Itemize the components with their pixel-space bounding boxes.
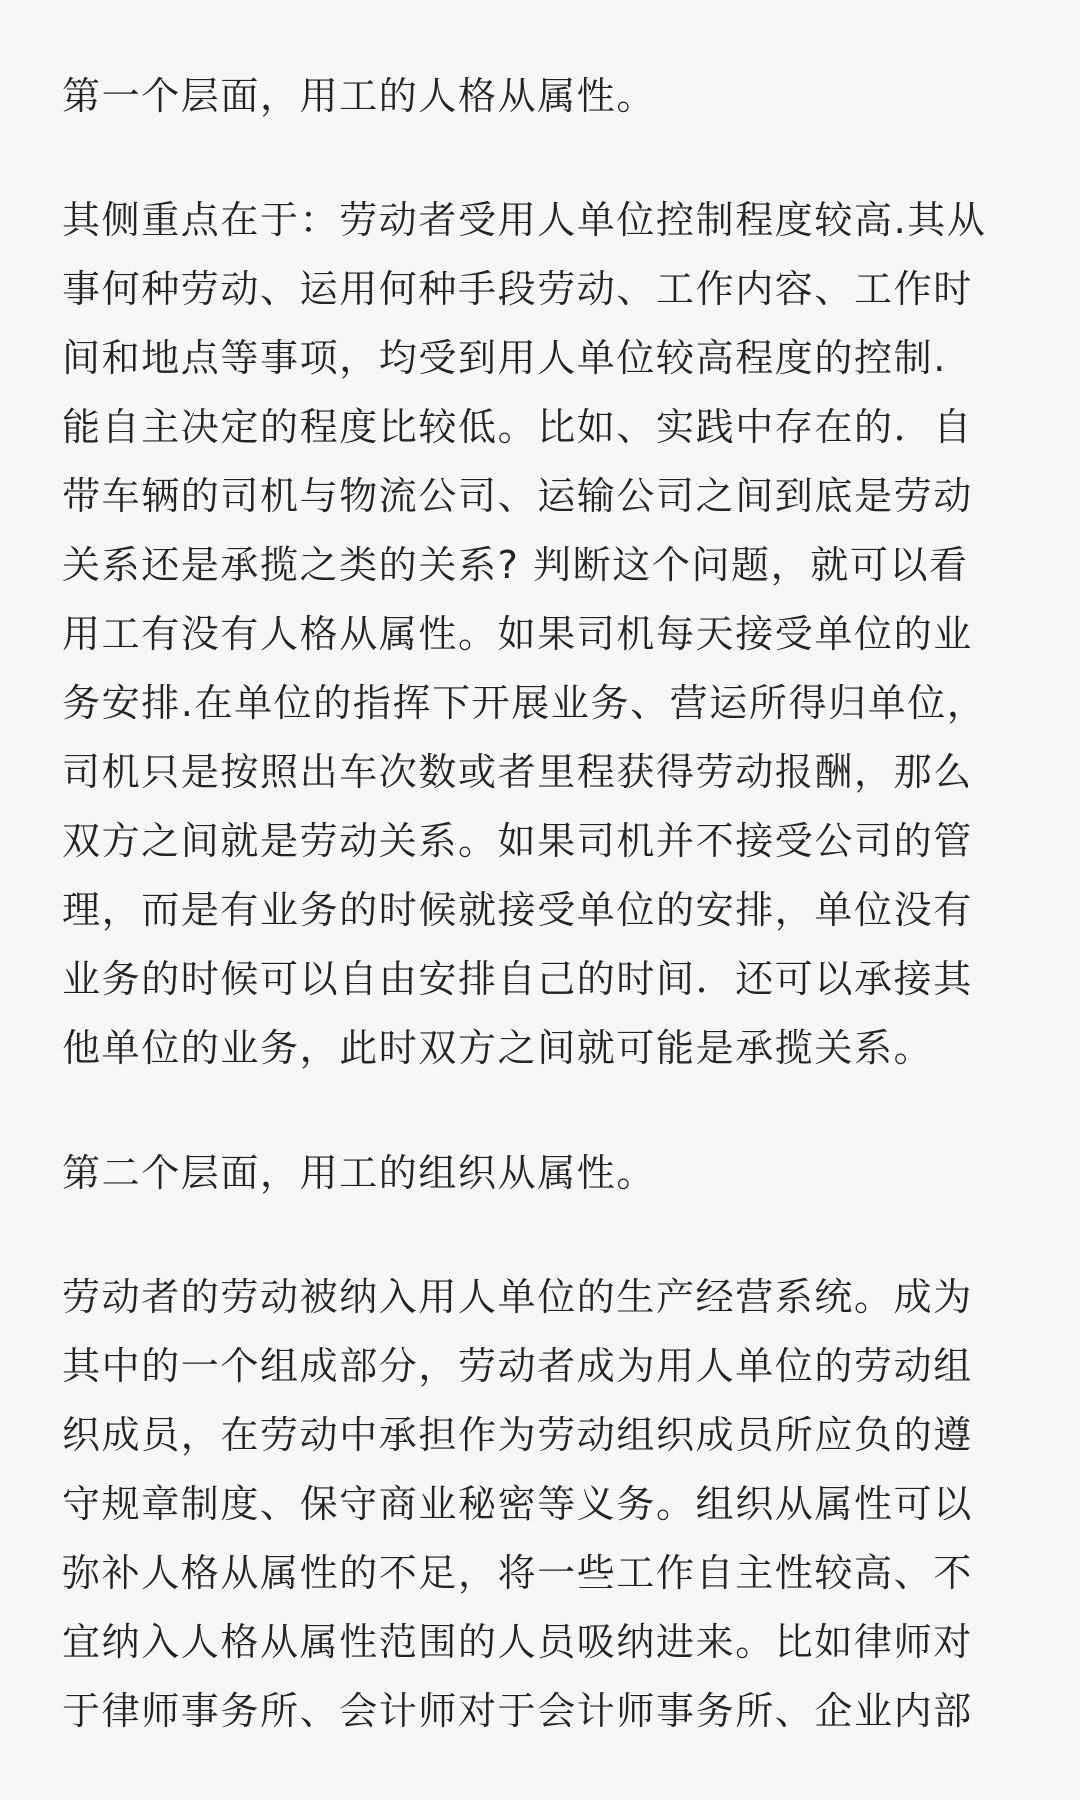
paragraph-spacer xyxy=(62,131,1020,186)
paragraph-spacer xyxy=(62,1083,1020,1139)
section-heading-personal-subordination: 第一个层面，用工的人格从属性。 xyxy=(62,74,657,118)
paragraph-personal-subordination: 其侧重点在于：劳动者受用人单位控制程度较高.其从 事何种劳动、运用何种手段劳动、工作内容、工作时 间和地点等事项，均受到用人单位较高程度的控制. 能自主决定的程度比较低。比如、实践中存在的．自 带车辆的司机与物流公司、运输公司之间到底是劳动 关系还是承揽之类的关系? 判断这个问题，就可以看 用工有没有人格从属性。如果司机每天接受单位的业 务安排.在单位的指挥下开展业务、营运所得归单位， 司机只是按照出车次数或者里程获得劳动报酬，那么 双方之间就是劳动关系。如果司机并不接受公司的管 理，而是有业务的时候就接受单位的安排，单位没有 业务的时候可以自由安排自己的时间．还可以承接其 他单位的业务，此时双方之间就可能是承揽关系。 xyxy=(62,198,987,1070)
article-body xyxy=(62,62,1020,1746)
paragraph-spacer xyxy=(62,1208,1020,1263)
paragraph-organizational-subordination: 劳动者的劳动被纳入用人单位的生产经营系统。成为 其中的一个组成部分，劳动者成为用人单位的劳动组 织成员，在劳动中承担作为劳动组织成员所应负的遵 守规章制度、保守商业秘密等义务。组织从属性可以 弥补人格从属性的不足，将一些工作自主性较高、不 宜纳入人格从属性范围的人员吸纳进来。比如律师对 于律师事务所、会计师对于会计师事务所、企业内部 xyxy=(62,1275,973,1733)
section-heading-organizational-subordination: 第二个层面，用工的组织从属性。 xyxy=(62,1151,657,1195)
